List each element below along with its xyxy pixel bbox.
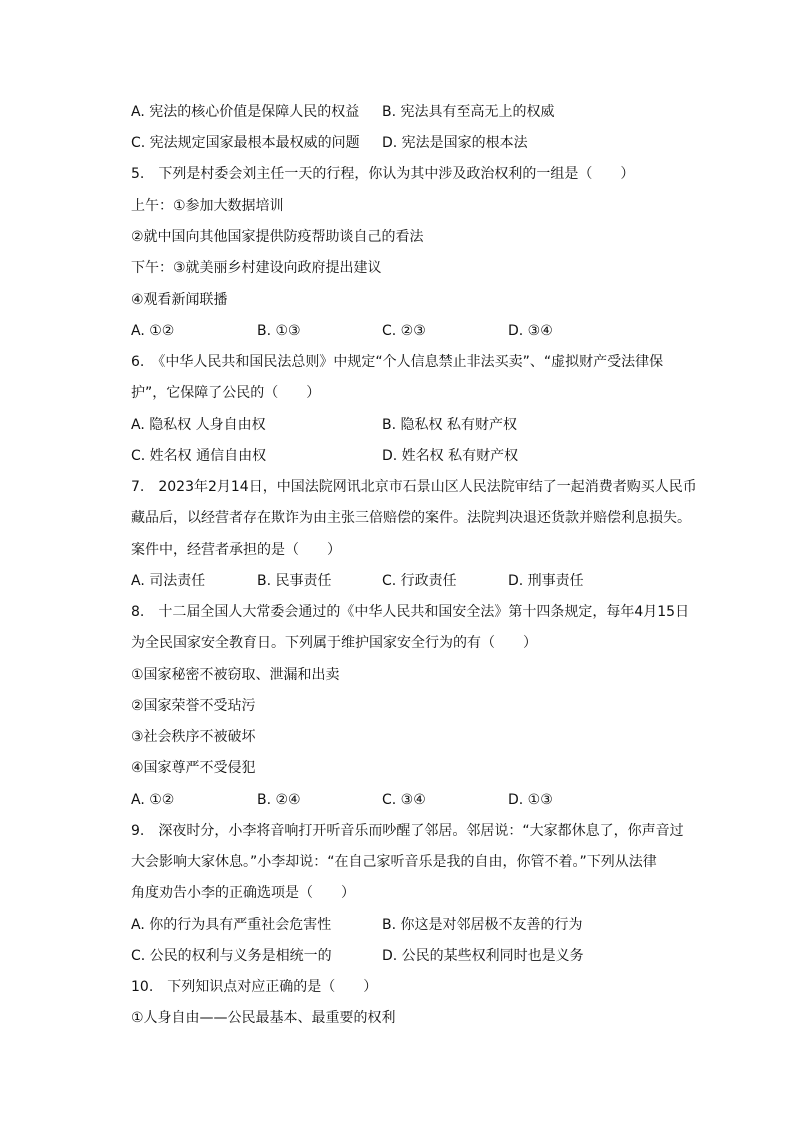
q5-item-2: ②就中国向其他国家提供防疫帮助谈自己的看法 [131,229,424,245]
q6-stem-line-1: 6. 《中华人民共和国民法总则》中规定“个人信息禁止非法买卖”、“虚拟财产受法律保 [131,354,664,370]
q8-option-c: C. ③④ [382,792,426,808]
q8-item-3: ③社会秩序不被破坏 [131,729,256,745]
q4-option-d: D. 宪法是国家的根本法 [382,135,528,151]
q6-option-b: B. 隐私权 私有财产权 [382,417,517,433]
q6-option-a: A. 隐私权 人身自由权 [131,417,266,433]
q9-stem-line-1: 9. 深夜时分，小李将音响打开听音乐而吵醒了邻居。邻居说：“大家都休息了，你声音过 [131,823,684,839]
q7-option-d: D. 刑事责任 [508,573,584,589]
q6-option-c: C. 姓名权 通信自由权 [131,448,267,464]
q10-item-1: ①人身自由——公民最基本、最重要的权利 [131,1010,396,1026]
q5-option-c: C. ②③ [382,323,426,339]
q8-stem-line-2: 为全民国家安全教育日。下列属于维护国家安全行为的有（ ） [131,635,537,651]
q9-option-a: A. 你的行为具有严重社会危害性 [131,917,332,933]
q5-stem: 5. 下列是村委会刘主任一天的行程，你认为其中涉及政治权利的一组是（ ） [131,166,635,182]
q8-option-b: B. ②④ [257,792,301,808]
q9-option-b: B. 你这是对邻居极不友善的行为 [382,917,583,933]
q8-item-2: ②国家荣誉不受玷污 [131,698,256,714]
q5-item-3: 下午：③就美丽乡村建设向政府提出建议 [131,260,382,276]
q10-stem: 10. 下列知识点对应正确的是（ ） [131,979,378,995]
q5-item-4: ④观看新闻联播 [131,292,228,308]
q6-stem-line-2: 护”，它保障了公民的（ ） [131,385,321,401]
q9-option-c: C. 公民的权利与义务是相统一的 [131,948,332,964]
q7-option-a: A. 司法责任 [131,573,206,589]
q9-option-d: D. 公民的某些权利同时也是义务 [382,948,584,964]
q8-option-a: A. ①② [131,792,175,808]
q7-option-c: C. 行政责任 [382,573,457,589]
q5-item-1: 上午：①参加大数据培训 [131,198,284,214]
q5-option-d: D. ③④ [508,323,553,339]
q7-stem-line-1: 7. 2023年2月14日，中国法院网讯北京市石景山区人民法院审结了一起消费者购买人民币 [131,479,697,495]
q8-option-d: D. ①③ [508,792,553,808]
q6-option-d: D. 姓名权 私有财产权 [382,448,519,464]
q9-stem-line-2: 大会影响大家休息。”小李却说：“在自己家听音乐是我的自由，你管不着。”下列从法律 [131,854,657,870]
q4-option-c: C. 宪法规定国家最根本最权威的问题 [131,135,360,151]
q8-stem-line-1: 8. 十二届全国人大常委会通过的《中华人民共和国安全法》第十四条规定，每年4月15日 [131,604,690,620]
q7-stem-line-2: 藏品后，以经营者存在欺诈为由主张三倍赔偿的案件。法院判决退还货款并赔偿利息损失。 [131,510,691,526]
q4-option-a: A. 宪法的核心价值是保障人民的权益 [131,104,360,120]
q7-option-b: B. 民事责任 [257,573,332,589]
q4-option-b: B. 宪法具有至高无上的权威 [382,104,555,120]
q7-stem-line-3: 案件中，经营者承担的是（ ） [131,542,341,558]
q5-option-b: B. ①③ [257,323,301,339]
q8-item-1: ①国家秘密不被窃取、泄漏和出卖 [131,667,340,683]
q5-option-a: A. ①② [131,323,175,339]
q8-item-4: ④国家尊严不受侵犯 [131,760,256,776]
q9-stem-line-3: 角度劝告小李的正确选项是（ ） [131,885,355,901]
